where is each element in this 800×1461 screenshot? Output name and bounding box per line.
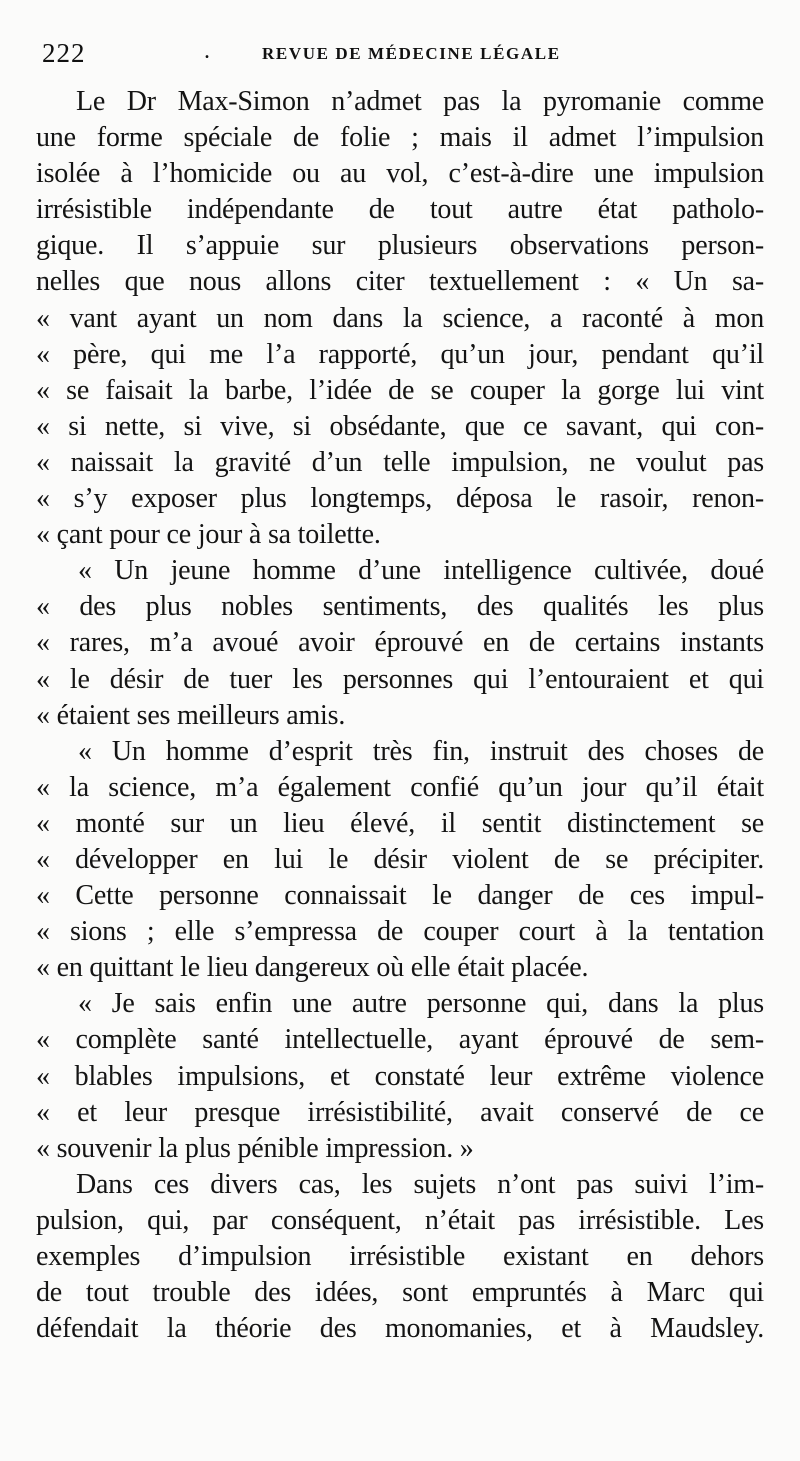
text-line: « des plus nobles sentiments, des qualités les plus [36, 591, 764, 623]
text-line: « çant pour ce jour à sa toilette. [36, 519, 381, 551]
text-line: isolée à l’homicide ou au vol, c’est-à-dire une impulsion [36, 158, 764, 190]
text-line: « Un jeune homme d’une intelligence cultivée, doué [78, 555, 764, 587]
text-line: « étaient ses meilleurs amis. [36, 699, 346, 731]
text-line: « père, qui me l’a rapporté, qu’un jour, pendant qu’il [36, 338, 764, 370]
text-line: « la science, m’a également confié qu’un jour qu’il était [36, 771, 764, 803]
text-line: « Je sais enfin une autre personne qui, dans la plus [78, 988, 764, 1020]
text-line: « monté sur un lieu élevé, il sentit distinctement se [36, 807, 764, 839]
text-line: de tout trouble des idées, sont empruntés à Marc qui [36, 1277, 764, 1309]
text-line: « s’y exposer plus longtemps, déposa le rasoir, renon- [36, 483, 764, 515]
text-line: Le Dr Max-Simon n’admet pas la pyromanie comme [76, 86, 764, 117]
text-line: « naissait la gravité d’un telle impulsion, ne voulut pas [36, 446, 764, 478]
text-line: défendait la théorie des monomanies, et à Maudsley. [36, 1313, 764, 1345]
text-line: « en quittant le lieu dangereux où elle était placée. [36, 952, 589, 984]
text-line: « complète santé intellectuelle, ayant éprouvé de sem- [36, 1024, 764, 1056]
page-number: 222 [42, 38, 86, 68]
text-line: « rares, m’a avoué avoir éprouvé en de certains instants [36, 627, 764, 659]
text-line: « Cette personne connaissait le danger de ces impul- [36, 880, 764, 912]
text-line: gique. Il s’appuie sur plusieurs observations person- [36, 230, 764, 262]
text-line: « vant ayant un nom dans la science, a raconté à mon [36, 302, 764, 334]
page-header [34, 38, 774, 68]
text-line: « si nette, si vive, si obsédante, que ce savant, qui con- [36, 410, 764, 442]
body-text [36, 84, 764, 1347]
text-line: « se faisait la barbe, l’idée de se couper la gorge lui vint [36, 374, 764, 406]
text-line: « Un homme d’esprit très fin, instruit des choses de [78, 735, 764, 767]
text-line: nelles que nous allons citer textuellement : « Un sa- [36, 266, 764, 298]
text-line: Dans ces divers cas, les sujets n’ont pas suivi l’im- [76, 1168, 764, 1200]
text-line: « développer en lui le désir violent de se précipiter. [36, 843, 764, 875]
text-line: irrésistible indépendante de tout autre état patholo- [36, 194, 764, 226]
text-line: exemples d’impulsion irrésistible existant en dehors [36, 1241, 764, 1272]
running-title: REVUE DE MÉDECINE LÉGALE [262, 44, 561, 63]
text-line: « et leur presque irrésistibilité, avait conservé de ce [36, 1096, 764, 1128]
text-line: pulsion, qui, par conséquent, n’était pas irrésistible. Les [36, 1204, 764, 1236]
text-line: « souvenir la plus pénible impression. » [36, 1132, 474, 1164]
text-line: « le désir de tuer les personnes qui l’entouraient et qui [36, 663, 764, 695]
header-dot: . [204, 38, 210, 64]
text-line: « blables impulsions, et constaté leur extrême violence [36, 1060, 764, 1092]
text-line: une forme spéciale de folie ; mais il admet l’impulsion [36, 122, 764, 154]
text-line: « sions ; elle s’empressa de couper court à la tentation [36, 916, 764, 948]
